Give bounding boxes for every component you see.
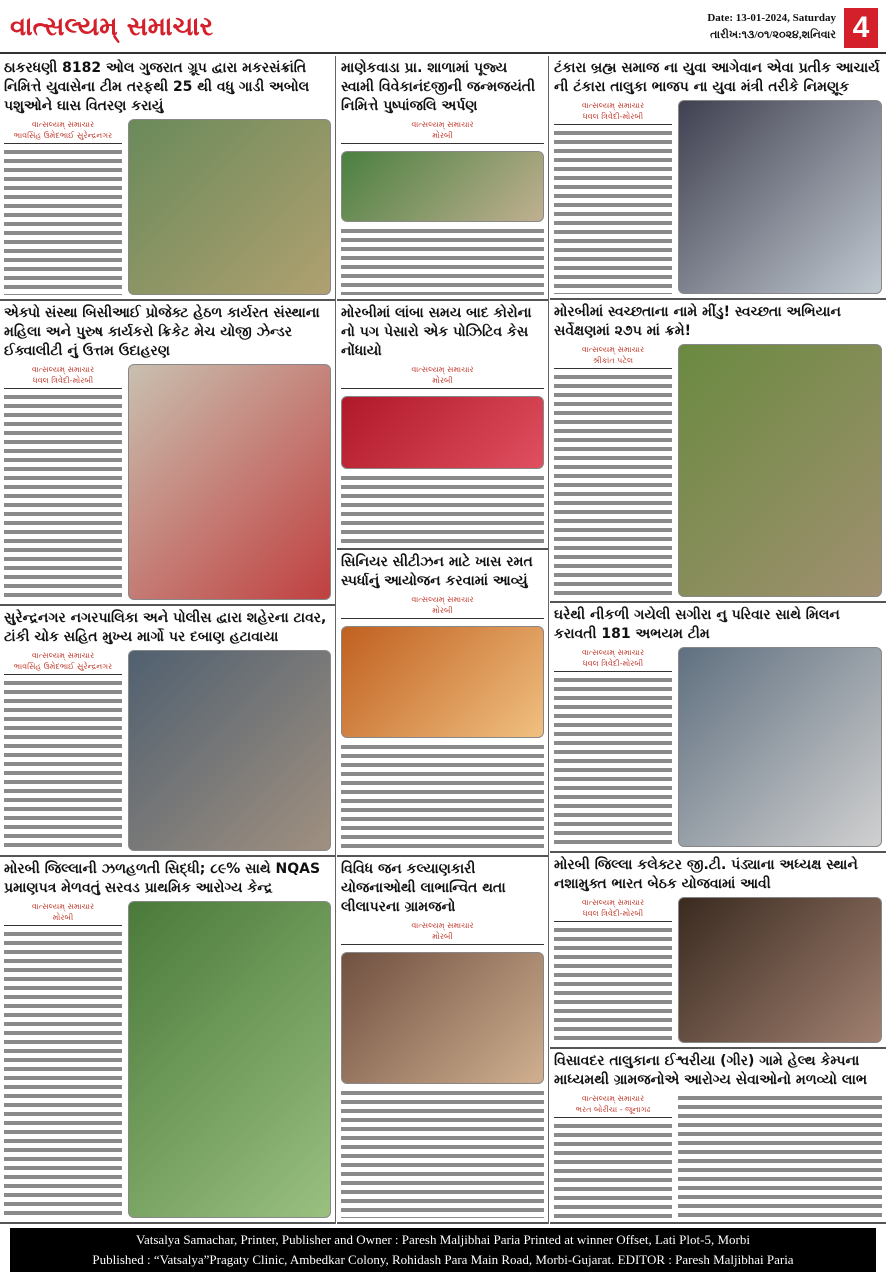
news-story bbox=[550, 853, 886, 1049]
story-headline: મોરબીમાં સ્વચ્છતાના નામે મીંડુ! સ્વચ્છતા અભિયાન સર્વેક્ષણમાં ૨૭૫ માં ક્રમે! bbox=[554, 303, 841, 339]
story-side bbox=[4, 119, 122, 295]
story-side bbox=[554, 647, 672, 847]
story-content bbox=[0, 119, 335, 295]
story-byline bbox=[341, 920, 544, 945]
byline-paper: વાત્સલ્યમ્ સમાચાર bbox=[411, 921, 474, 931]
byline-paper: વાત્સલ્યમ્ સમાચાર bbox=[581, 898, 645, 908]
byline-paper: વાત્સલ્યમ્ સમાચાર bbox=[581, 1094, 645, 1104]
story-body-text bbox=[554, 1121, 672, 1218]
byline-reporter: મોરબી bbox=[432, 131, 453, 140]
story-body-text bbox=[341, 226, 544, 295]
story-side bbox=[4, 650, 122, 851]
story-byline bbox=[341, 364, 544, 389]
story-byline bbox=[554, 344, 672, 369]
story-content bbox=[550, 1093, 886, 1218]
story-body-text bbox=[341, 473, 544, 544]
story-byline bbox=[4, 650, 122, 675]
byline-reporter: ધવલ ત્રિવેદી-મોરબી bbox=[582, 112, 644, 121]
byline-paper: વાત્સલ્યમ્ સમાચાર bbox=[581, 344, 645, 354]
story-side bbox=[554, 344, 672, 597]
byline-paper: વાત્સલ્યમ્ સમાચાર bbox=[411, 120, 474, 129]
byline-reporter: શ્રીકાંત પટેલ bbox=[592, 355, 634, 365]
byline-reporter: ધવલ ત્રિવેદી-મોરબી bbox=[582, 659, 644, 669]
story-headline: મોરબીમાં લાંબા સમય બાદ કોરોના નો પગ પેસારો એક પોઝિટિવ કેસ નોંધાયો bbox=[341, 305, 532, 360]
story-headline: સિનિયર સીટીઝન માટે ખાસ રમત સ્પર્ધાનું આયોજન કરવામાં આવ્યું bbox=[341, 554, 533, 590]
story-byline bbox=[4, 364, 122, 389]
news-story bbox=[337, 550, 548, 857]
masthead bbox=[0, 0, 886, 54]
column-right bbox=[550, 56, 886, 1224]
story-photo bbox=[341, 626, 544, 737]
story-body-text bbox=[554, 128, 672, 294]
story-content bbox=[337, 594, 548, 851]
story-body-text bbox=[4, 392, 122, 600]
byline-reporter: મોરબી bbox=[432, 932, 453, 942]
byline-paper: વાત્સલ્યમ્ સમાચાર bbox=[31, 120, 95, 129]
story-content bbox=[550, 100, 886, 294]
story-side bbox=[554, 100, 672, 294]
news-story bbox=[550, 56, 886, 300]
news-story bbox=[337, 56, 548, 301]
story-content bbox=[550, 647, 886, 847]
newspaper-logo: વાત્સલ્યમ્ સમાચાર bbox=[10, 12, 214, 42]
story-content bbox=[0, 364, 335, 600]
story-body-text bbox=[554, 925, 672, 1043]
story-photo bbox=[341, 952, 544, 1084]
story-photo bbox=[678, 897, 882, 1043]
story-photo bbox=[678, 344, 882, 597]
story-body-text bbox=[341, 1088, 544, 1218]
byline-reporter: ધવલ ત્રિવેદી-મોરબી bbox=[32, 376, 94, 386]
story-byline bbox=[4, 901, 122, 926]
news-story bbox=[0, 301, 335, 606]
column-middle bbox=[337, 56, 549, 1224]
story-headline: ઘરેથી નીકળી ગયેલી સગીરા નુ પરિવાર સાથે મિલન કરાવતી 181 અભયમ ટીમ bbox=[554, 607, 840, 643]
news-story bbox=[337, 301, 548, 550]
story-body-text bbox=[341, 742, 544, 851]
byline-paper: વાત્સલ્યમ્ સમાચાર bbox=[31, 651, 95, 661]
story-headline: મોરબી જિલ્લાની ઝળહળતી સિદ્ધી; ૮૯% સાથે NQAS પ્રમાણપત્ર મેળવતું સરવડ પ્રાથમિક આરોગ્ય કેન્દ્ર bbox=[4, 861, 321, 897]
story-headline: મોરબી જિલ્લા કલેક્ટર જી.ટી. પંડ્યાના અધ્યક્ષ સ્થાને નશામુક્ત ભારત બેઠક યોજવામાં આવી bbox=[554, 857, 858, 893]
story-side bbox=[4, 901, 122, 1218]
story-headline: વિસાવદર તાલુકાના ઈશ્વરીયા (ગીર) ગામે હેલ્થ કેમ્પના માધ્યમથી ગ્રામજનોએ આરોગ્ય સેવાઓનો મળવ્યો લાભ bbox=[554, 1053, 868, 1089]
story-content bbox=[337, 920, 548, 1218]
story-body-text bbox=[554, 675, 672, 847]
byline-reporter: ભરત બોરીચા - જૂનાગઢ bbox=[575, 1105, 651, 1115]
news-story bbox=[550, 300, 886, 603]
news-story bbox=[0, 606, 335, 857]
story-headline: સુરેન્દ્રનગર નગરપાલિકા અને પોલીસ દ્વારા શહેરના ટાવર, ટાંકી ચોક સહિત મુખ્ય માર્ગો પર દબાણ હટાવાયા bbox=[4, 610, 327, 646]
byline-reporter: ભાવસિંહ ઉમેદભાઈ સુરેન્દ્રનગર bbox=[13, 131, 113, 140]
news-story bbox=[550, 1049, 886, 1224]
story-body-text bbox=[554, 372, 672, 597]
story-byline bbox=[341, 119, 544, 144]
story-body-text bbox=[4, 678, 122, 851]
story-body-text bbox=[4, 929, 122, 1218]
story-photo bbox=[341, 151, 544, 222]
story-side bbox=[4, 364, 122, 600]
story-headline: માણેકવાડા પ્રા. શાળામાં પૂજ્ય સ્વામી વિવેકાનંદજીની જન્મજયંતી નિમિત્તે પુષ્પાંજલિ અર્પણ bbox=[341, 60, 536, 114]
story-content bbox=[550, 897, 886, 1043]
story-photo bbox=[341, 396, 544, 469]
story-byline bbox=[341, 594, 544, 619]
byline-reporter: ભાવસિંહ ઉમેદભાઈ સુરેન્દ્રનગર bbox=[13, 662, 113, 672]
story-photo bbox=[128, 901, 331, 1218]
story-headline: ઠાકરધણી 8182 ઓલ ગુજરાત ગ્રૂપ દ્વારા મકરસંક્રાંતિ નિમિત્તે યુવાસેના ટીમ તરફથી 25 થી વધુ ગાડી અબોલ પશુઓને ઘાસ વિતરણ કરાયું bbox=[4, 60, 310, 114]
byline-reporter: મોરબી bbox=[52, 913, 74, 923]
story-byline bbox=[554, 897, 672, 922]
story-content bbox=[0, 901, 335, 1218]
story-photo bbox=[678, 647, 882, 847]
story-content bbox=[550, 344, 886, 597]
story-content bbox=[337, 364, 548, 544]
column-left bbox=[0, 56, 336, 1224]
byline-reporter: મોરબી bbox=[432, 606, 453, 616]
story-byline bbox=[4, 119, 122, 144]
byline-paper: વાત્સલ્યમ્ સમાચાર bbox=[411, 595, 474, 605]
story-byline bbox=[554, 100, 672, 125]
story-side bbox=[554, 1093, 672, 1218]
byline-paper: વાત્સલ્યમ્ સમાચાર bbox=[31, 365, 95, 375]
imprint-footer: Vatsalya Samachar, Printer, Publisher and Owner : Paresh Maljibhai Paria Printed at winner Offset, Lati Plot-5, Morbi Published : “Vatsalya”Pragaty Clinic, Ambedkar Colony, Rohidash Para Main Road, Morbi-Gujarat. EDITOR : Paresh Maljibhai Paria bbox=[10, 1228, 876, 1272]
story-photo bbox=[128, 119, 331, 295]
byline-paper: વાત્સલ્યમ્ સમાચાર bbox=[31, 902, 95, 912]
byline-reporter: ધવલ ત્રિવેદી-મોરબી bbox=[582, 909, 644, 919]
story-photo bbox=[128, 364, 331, 600]
story-content bbox=[337, 119, 548, 295]
story-content bbox=[0, 650, 335, 851]
news-story bbox=[337, 857, 548, 1224]
byline-paper: વાત્સલ્યમ્ સમાચાર bbox=[581, 648, 645, 658]
news-story bbox=[550, 603, 886, 853]
story-photo bbox=[128, 650, 331, 851]
story-body-text bbox=[4, 147, 122, 295]
story-side bbox=[554, 897, 672, 1043]
story-body-text bbox=[678, 1093, 882, 1218]
news-story bbox=[0, 56, 335, 301]
story-headline: વિવિધ જન કલ્યાણકારી યોજનાઓથી લાભાન્વિત થતા લીલાપરના ગ્રામજનો bbox=[341, 861, 506, 916]
issue-date: Date: 13-01-2024, Saturday તારીખ:૧૩/૦૧/૨૦૨૪,શનિવાર bbox=[707, 12, 836, 41]
story-headline: એક્પો સંસ્થા બિસીઆઈ પ્રોજેક્ટ હેઠળ કાર્યરત સંસ્થાના મહિલા અને પુરુષ કાર્યકરો ક્રિકેટ મેચ યોજી ઝેન્ડર ઈક્વાલીટી નું ઉત્તમ ઉદાહરણ bbox=[4, 305, 320, 360]
byline-paper: વાત્સલ્યમ્ સમાચાર bbox=[581, 101, 645, 110]
story-headline: ટંકારા બ્રહ્મ સમાજ ના યુવા આગેવાન એવા પ્રતીક આચાર્ય ની ટંકારા તાલુકા ભાજપ ના યુવા મંત્રી તરીકે નિમણૂક bbox=[554, 60, 880, 95]
story-byline bbox=[554, 1093, 672, 1118]
news-story bbox=[0, 857, 335, 1224]
byline-paper: વાત્સલ્યમ્ સમાચાર bbox=[411, 365, 474, 375]
story-photo bbox=[678, 100, 882, 294]
page-number: 4 bbox=[844, 8, 878, 48]
byline-reporter: મોરબી bbox=[432, 376, 453, 386]
story-byline bbox=[554, 647, 672, 672]
